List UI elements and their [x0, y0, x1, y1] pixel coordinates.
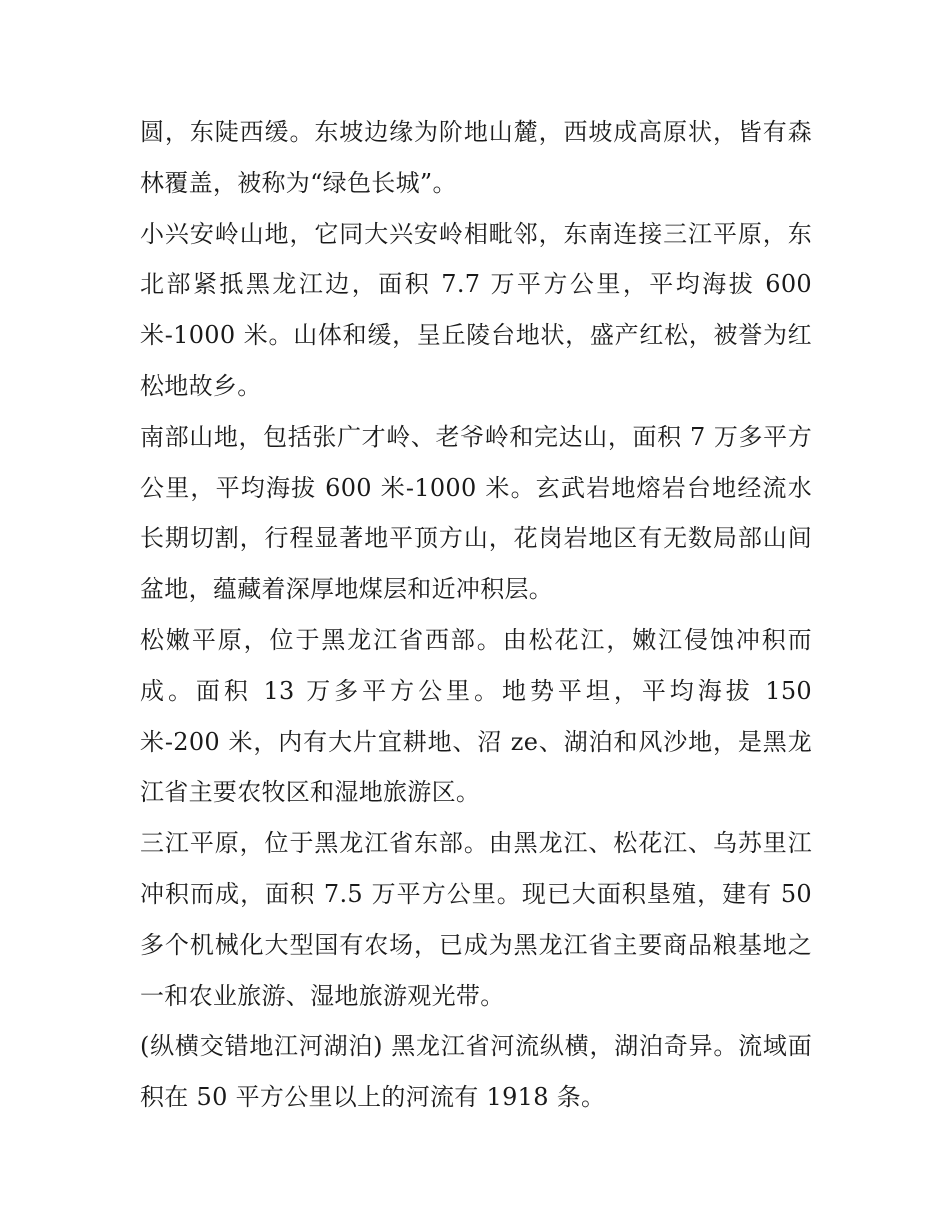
paragraph-rivers-lakes: (纵横交错地江河湖泊) 黑龙江省河流纵横，湖泊奇异。流域面积在 50 平方公里以上的河流有 1918 条。 [140, 1032, 812, 1112]
paragraph-sanjiang-plain: 三江平原，位于黑龙江省东部。由黑龙江、松花江、乌苏里江冲积而成，面积 7.5 万平方公里。现已大面积垦殖，建有 50 多个机械化大型国有农场，已成为黑龙江省主要商品粮基地之一和农业旅游、湿地旅游观光带。 [140, 829, 812, 1010]
paragraph-songnen-plain: 松嫩平原，位于黑龙江省西部。由松花江，嫩江侵蚀冲积而成。面积 13 万多平方公里。地势平坦，平均海拔 150 米-200 米，内有大片宜耕地、沼 ze、湖泊和风沙地，是黑龙江省主要农牧区和湿地旅游区。 [140, 625, 812, 807]
paragraph-daxinganling-end: 圆，东陡西缓。东坡边缘为阶地山麓，西坡成高原状，皆有森林覆盖，被称为“绿色长城”。 [140, 118, 812, 197]
document-body [140, 107, 812, 1123]
paragraph-southern-mountains: 南部山地，包括张广才岭、老爷岭和完达山，面积 7 万多平方公里，平均海拔 600 米-1000 米。玄武岩地熔岩台地经流水长期切割，行程显著地平顶方山，花岗岩地区有无数局部山间盆地，蕴藏着深厚地煤层和近冲积层。 [140, 422, 812, 604]
paragraph-xiaoxinganling: 小兴安岭山地，它同大兴安岭相毗邻，东南连接三江平原，东北部紧抵黑龙江边，面积 7.7 万平方公里，平均海拔 600 米-1000 米。山体和缓，呈丘陵台地状，盛产红松，被誉为红松地故乡。 [140, 219, 812, 400]
